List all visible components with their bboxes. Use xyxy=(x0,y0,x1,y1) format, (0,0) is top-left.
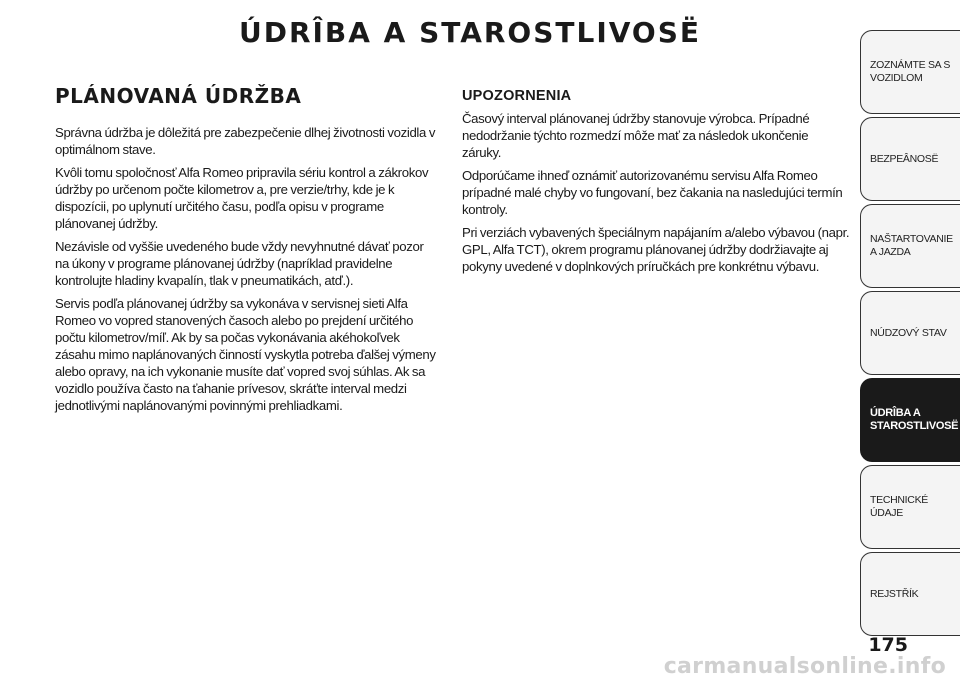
right-column xyxy=(462,88,850,281)
tab-label: ZOZNÁMTE SA S VOZIDLOM xyxy=(870,59,951,84)
paragraph: Servis podľa plánovanej údržby sa vykonáva v servisnej sieti Alfa Romeo vo vopred stanovených časoch alebo po prejdení určitého počtu kilometrov/míľ. Ak by sa počas vykonávania akéhokoľvek zásahu mimo naplánovaných činností vyskytla potreba ďalšej výmeny alebo opravy, na ich vykonanie musíte dať vopred svoj súhlas. Ak sa vozidlo používa často na ťahanie prívesov, skráťte interval medzi jednotlivými naplánovanými povinnými prehliadkami. xyxy=(55,296,436,413)
tab-emergency[interactable] xyxy=(860,291,960,375)
paragraph: Kvôli tomu spoločnosť Alfa Romeo pripravila sériu kontrol a zákrokov údržby po určenom počte kilometrov a, pre verzie/trhy, kde je k dispozícii, po uplynutí určitého času, podľa opisu v programe plánovanej údržby. xyxy=(55,165,429,231)
warnings-heading: UPOZORNENIA xyxy=(462,88,572,104)
warning-paragraph: Časový interval plánovanej údržby stanovuje výrobca. Prípadné nedodržanie týchto rozmedzí môže mať za následok ukončenie záruky. xyxy=(462,111,810,160)
page-title: ÚDRÎBA A STAROSTLIVOSË xyxy=(238,16,702,49)
tab-label: BEZPEÂNOSË xyxy=(870,152,939,165)
tab-label: NÚDZOVÝ STAV xyxy=(870,326,947,339)
tab-label: ÚDRÎBA A STAROSTLIVOSË xyxy=(870,407,959,432)
section-heading-planned-maintenance: PLÁNOVANÁ ÚDRŽBA xyxy=(55,84,302,108)
paragraph: Správna údržba je dôležitá pre zabezpečenie dlhej životnosti vozidla v optimálnom stave. xyxy=(55,125,436,157)
tab-technical-data[interactable] xyxy=(860,465,960,549)
watermark: carmanualsonline.info xyxy=(663,654,946,679)
tab-label: REJSTŘÍK xyxy=(870,587,919,600)
tab-index[interactable] xyxy=(860,552,960,636)
tab-label: NAŠTARTOVANIE A JAZDA xyxy=(870,233,953,258)
tab-safety[interactable] xyxy=(860,117,960,201)
tab-maintenance-and-care[interactable] xyxy=(860,378,960,462)
left-column xyxy=(55,84,440,420)
tab-getting-to-know-vehicle[interactable] xyxy=(860,30,960,114)
page-number: 175 xyxy=(868,634,908,656)
tab-starting-and-driving[interactable] xyxy=(860,204,960,288)
warning-paragraph: Odporúčame ihneď oznámiť autorizovanému servisu Alfa Romeo prípadné malé chyby vo fungovaní, bez čakania na nasledujúci termín kontroly. xyxy=(462,168,843,217)
tab-label: TECHNICKÉ ÚDAJE xyxy=(870,494,928,519)
paragraph: Nezávisle od vyššie uvedeného bude vždy nevyhnutné dávať pozor na úkony v programe plánovanej údržby (napríklad pravidelne kontrolujte hladiny kvapalín, tlak v pneumatikách, atď.). xyxy=(55,239,424,288)
chapter-tabs xyxy=(860,30,960,639)
warning-paragraph: Pri verziách vybavených špeciálnym napájaním a/alebo výbavou (napr. GPL, Alfa TCT), okrem programu plánovanej údržby dodržiavajte aj pokyny uvedené v doplnkových príručkách pre konkrétnu výbavu. xyxy=(462,225,850,274)
